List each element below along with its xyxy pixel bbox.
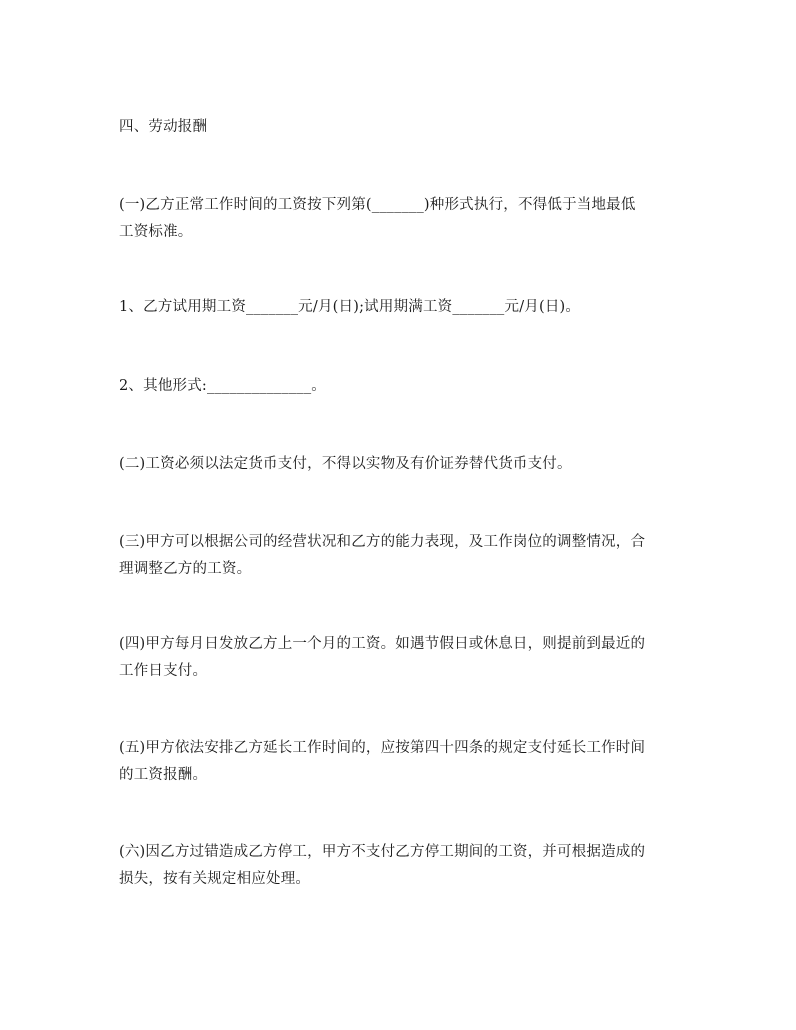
- paragraph-8: [119, 839, 689, 893]
- paragraph-6: [119, 631, 689, 685]
- section-heading: [119, 114, 689, 141]
- paragraph-2: [119, 294, 689, 321]
- paragraph-1: [119, 192, 689, 246]
- paragraph-2-line-1: 1、乙方试用期工资_______元/月(日);试用期满工资_______元/月(日)。: [119, 299, 581, 315]
- paragraph-6-line-1: (四)甲方每月日发放乙方上一个月的工资。如遇节假日或休息日，则提前到最近的: [119, 636, 646, 652]
- paragraph-5-line-1: (三)甲方可以根据公司的经营状况和乙方的能力表现，及工作岗位的调整情况，合: [119, 534, 646, 550]
- paragraph-8-line-2: 损失，按有关规定相应处理。: [119, 871, 311, 887]
- paragraph-7: [119, 735, 689, 789]
- paragraph-4: [119, 451, 689, 478]
- paragraph-5-line-2: 理调整乙方的工资。: [119, 561, 252, 577]
- paragraph-6-line-2: 工作日支付。: [119, 663, 208, 679]
- paragraph-7-line-1: (五)甲方依法安排乙方延长工作时间的，应按第四十四条的规定支付延长工作时间: [119, 740, 646, 756]
- paragraph-1-line-2: 工资标准。: [119, 224, 193, 240]
- paragraph-3: [119, 373, 689, 400]
- section-heading-text: 四、劳动报酬: [119, 119, 208, 135]
- paragraph-8-line-1: (六)因乙方过错造成乙方停工，甲方不支付乙方停工期间的工资，并可根据造成的: [119, 844, 646, 860]
- paragraph-5: [119, 529, 689, 583]
- paragraph-1-line-1: (一)乙方正常工作时间的工资按下列第(_______)种形式执行，不得低于当地最低: [119, 197, 636, 213]
- paragraph-3-line-1: 2、其他形式:______________。: [119, 378, 327, 394]
- paragraph-4-line-1: (二)工资必须以法定货币支付，不得以实物及有价证券替代货币支付。: [119, 456, 572, 472]
- paragraph-7-line-2: 的工资报酬。: [119, 767, 208, 783]
